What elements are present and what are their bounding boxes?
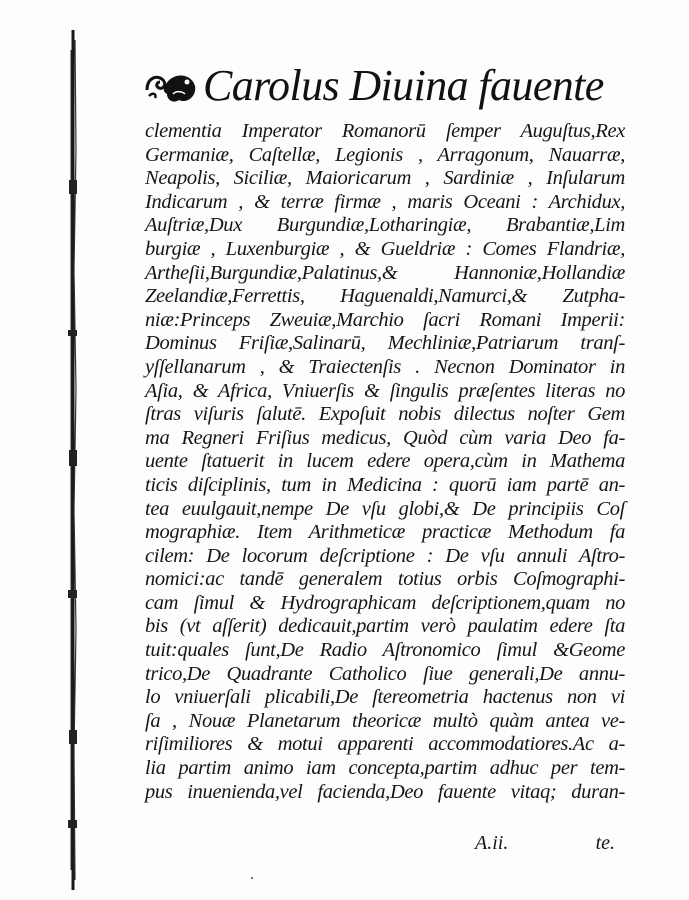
binding-stitch-icon: [62, 30, 84, 890]
text-line: burgiæ , Luxenburgiæ , & Gueldriæ : Comes Flandriæ,: [145, 237, 625, 260]
page-footer: [145, 832, 615, 856]
text-line: pus inuenienda,vel facienda,Deo fauente vitaq; duran-: [145, 780, 625, 803]
body-text: [145, 120, 625, 804]
text-line: bis (vt aſſerit) dedicauit,partim verò paulatim edere ſta: [145, 615, 625, 638]
text-line: riſimiliores & motui apparenti accommodatiores.Ac a-: [145, 733, 625, 756]
text-line: uente ſtatuerit in lucem edere opera,cùm in Mathema: [145, 450, 625, 473]
signature-mark: A.ii.: [475, 832, 509, 854]
text-line: mographiæ. Item Arithmeticæ practicæ Methodum fa: [145, 521, 625, 544]
text-line: cilem: De locorum deſcriptione : De vſu annuli Aſtro-: [145, 544, 625, 567]
text-line: Auſtriæ,Dux Burgundiæ,Lotharingiæ, Brabantiæ,Lim: [145, 214, 625, 237]
text-line: yſſellanarum , & Traiectenſis . Necnon Dominator in: [145, 355, 625, 378]
text-line: ticis diſciplinis, tum in Medicina : quorū iam partē an-: [145, 473, 625, 496]
catchword: te.: [595, 832, 615, 854]
text-line: Artheſii,Burgundiæ,Palatinus,& Hannoniæ,Hollandiæ: [145, 261, 625, 284]
binding-gutter: [62, 30, 84, 890]
text-line: clementia Imperator Romanorū ſemper Auguſtus,Rex: [145, 120, 625, 142]
text-line: Dominus Friſiæ,Salinarū, Mechliniæ,Patriarum tranſ-: [145, 332, 625, 355]
text-line: niæ:Princeps Zweuiæ,Marchio ſacri Romani Imperii:: [145, 308, 625, 331]
text-line: tuit:quales ſunt,De Radio Aſtronomico ſimul &Geome: [145, 639, 625, 662]
ink-speck: [251, 877, 253, 879]
text-line: lo vniuerſali plicabili,De ſtereometria hactenus non vi: [145, 686, 625, 709]
text-line: nomici:ac tandē generalem totius orbis Coſmographi-: [145, 568, 625, 591]
text-line: Zeelandiæ,Ferrettis, Haguenaldi,Namurci,& Zutpha-: [145, 285, 625, 308]
text-line: ſtras viſuris ſalutē. Expoſuit nobis dilectus noſter Gem: [145, 403, 625, 426]
fleuron-ornament-icon: [143, 64, 199, 108]
text-line: Aſia, & Africa, Vniuerſis & ſingulis præſentes literas no: [145, 379, 625, 402]
text-line: lia partim animo iam concepta,partim adhuc per tem-: [145, 757, 625, 780]
text-line: ma Regneri Friſius medicus, Quòd cùm varia Deo fa-: [145, 426, 625, 449]
text-line: Neapolis, Siciliæ, Maioricarum , Sardiniæ , Inſularum: [145, 167, 625, 190]
text-line: tea euulgauit,nempe De vſu globi,& De principiis Coſ: [145, 497, 625, 520]
text-line: ſa , Nouæ Planetarum theoricæ multò quàm antea ve-: [145, 709, 625, 732]
text-line: Indicarum , & terræ firmæ , maris Oceani : Archidux,: [145, 190, 625, 213]
heading-title: Carolus Diuina fauente: [203, 61, 604, 110]
page-heading: [143, 56, 623, 116]
text-line: Germaniæ, Caſtellæ, Legionis , Arragonum, Nauarræ,: [145, 143, 625, 166]
text-line: trico,De Quadrante Catholico ſiue generali,De annu-: [145, 662, 625, 685]
text-line: cam ſimul & Hydrographicam deſcriptionem,quam no: [145, 591, 625, 614]
